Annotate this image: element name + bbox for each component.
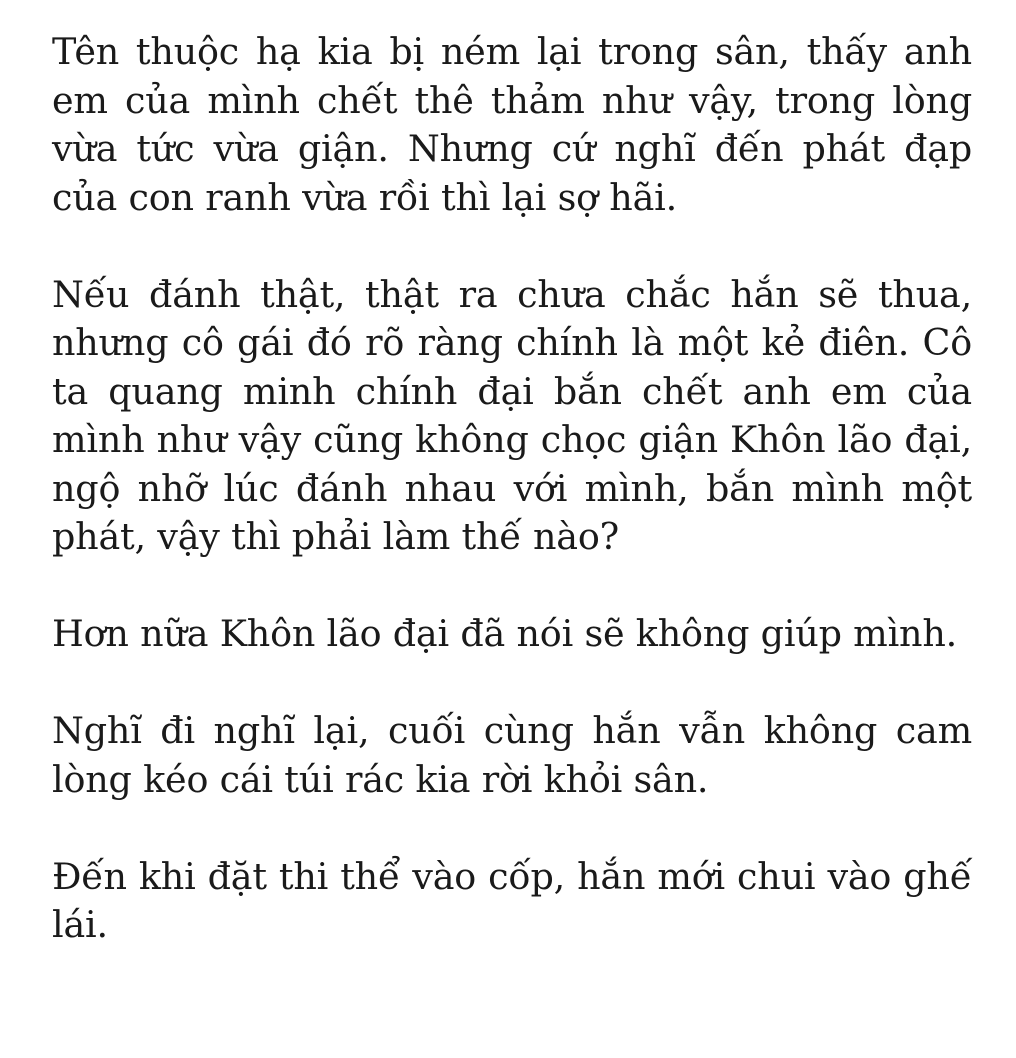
paragraph-1: Tên thuộc hạ kia bị ném lại trong sân, thấy anh em của mình chết thê thảm như vậy, trong lòng vừa tức vừa giận. Nhưng cứ nghĩ đến phát đạp của con ranh vừa rồi thì lại sợ hãi.	[52, 30, 972, 219]
paragraph-4: Nghĩ đi nghĩ lại, cuối cùng hắn vẫn không cam lòng kéo cái túi rác kia rời khỏi sân.	[52, 709, 972, 801]
reading-page[interactable]	[52, 28, 972, 950]
paragraph-3: Hơn nữa Khôn lão đại đã nói sẽ không giúp mình.	[52, 612, 958, 655]
paragraph-5: Đến khi đặt thi thể vào cốp, hắn mới chui vào ghế lái.	[52, 854, 972, 946]
paragraph-2: Nếu đánh thật, thật ra chưa chắc hắn sẽ thua, nhưng cô gái đó rõ ràng chính là một kẻ điên. Cô ta quang minh chính đại bắn chết anh em của mình như vậy cũng không chọc giận Khôn lão đại, ngộ nhỡ lúc đánh nhau với mình, bắn mình một phát, vậy thì phải làm thế nào?	[52, 272, 972, 558]
